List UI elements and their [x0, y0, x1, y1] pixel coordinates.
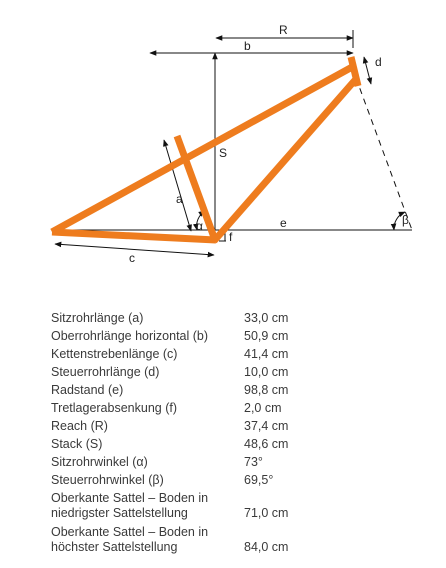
spec-value: 50,9 cm	[244, 329, 289, 343]
top-tube-label: b	[244, 39, 251, 53]
spec-name-line: Sitzrohrlänge (a)	[51, 311, 144, 325]
spec-value: 33,0 cm	[244, 311, 289, 325]
head-angle-label: β	[402, 213, 409, 227]
spec-name	[51, 455, 244, 473]
seat-angle-label: α	[196, 219, 203, 233]
spec-row	[51, 437, 288, 455]
spec-name-line: Sitzrohrwinkel (α)	[51, 455, 148, 469]
chainstay-tube	[52, 232, 216, 240]
reach-label: R	[279, 23, 288, 37]
spec-row	[51, 311, 288, 329]
spec-value: 69,5°	[244, 473, 274, 487]
spec-name	[51, 347, 244, 365]
spec-table-body	[51, 311, 288, 559]
spec-name-line: Radstand (e)	[51, 383, 124, 397]
spec-name-line: höchster Sattelstellung	[51, 540, 178, 554]
spec-value: 71,0 cm	[244, 506, 289, 520]
spec-row	[51, 347, 288, 365]
bb-drop-label: f	[229, 230, 233, 244]
spec-name-line: niedrigster Sattelstellung	[51, 506, 188, 520]
spec-name	[51, 401, 244, 419]
spec-value: 73°	[244, 455, 263, 469]
head-tube-label: d	[375, 55, 382, 69]
spec-row	[51, 525, 288, 559]
spec-value: 37,4 cm	[244, 419, 289, 433]
spec-name	[51, 383, 244, 401]
spec-value: 10,0 cm	[244, 365, 289, 379]
wheelbase-label: e	[280, 216, 287, 230]
spec-name-line: Kettenstrebenlänge (c)	[51, 347, 178, 361]
spec-row	[51, 365, 288, 383]
seat-tube-label: a	[176, 192, 183, 206]
spec-name-line: Steuerrohrlänge (d)	[51, 365, 160, 379]
spec-name	[51, 473, 244, 491]
spec-name	[51, 311, 244, 329]
spec-value: 41,4 cm	[244, 347, 289, 361]
spec-name-line: Oberkante Sattel – Boden in	[51, 491, 209, 505]
chainstay-label: c	[129, 251, 135, 265]
spec-row	[51, 329, 288, 347]
spec-row	[51, 455, 288, 473]
spec-name-line: Tretlagerabsenkung (f)	[51, 401, 177, 415]
geometry-spec-table	[51, 311, 288, 559]
spec-name-line: Oberrohrlänge horizontal (b)	[51, 329, 209, 343]
spec-row	[51, 383, 288, 401]
spec-row	[51, 473, 288, 491]
spec-name-line: Stack (S)	[51, 437, 103, 451]
steering-axis-line	[356, 78, 412, 230]
spec-name	[51, 419, 244, 437]
spec-row	[51, 419, 288, 437]
spec-name-line: Oberkante Sattel – Boden in	[51, 525, 209, 539]
spec-name	[51, 491, 244, 525]
head-tube-dimension-line	[364, 57, 371, 84]
spec-value: 84,0 cm	[244, 540, 289, 554]
spec-name	[51, 437, 244, 455]
stack-label: S	[219, 146, 228, 160]
spec-name-line: Steuerrohrwinkel (β)	[51, 473, 164, 487]
spec-value: 98,8 cm	[244, 383, 289, 397]
spec-row	[51, 491, 288, 525]
spec-name	[51, 525, 244, 559]
spec-name	[51, 365, 244, 383]
spec-row	[51, 401, 288, 419]
spec-name	[51, 329, 244, 347]
spec-value: 2,0 cm	[244, 401, 282, 415]
spec-value: 48,6 cm	[244, 437, 289, 451]
spec-name-line: Reach (R)	[51, 419, 108, 433]
